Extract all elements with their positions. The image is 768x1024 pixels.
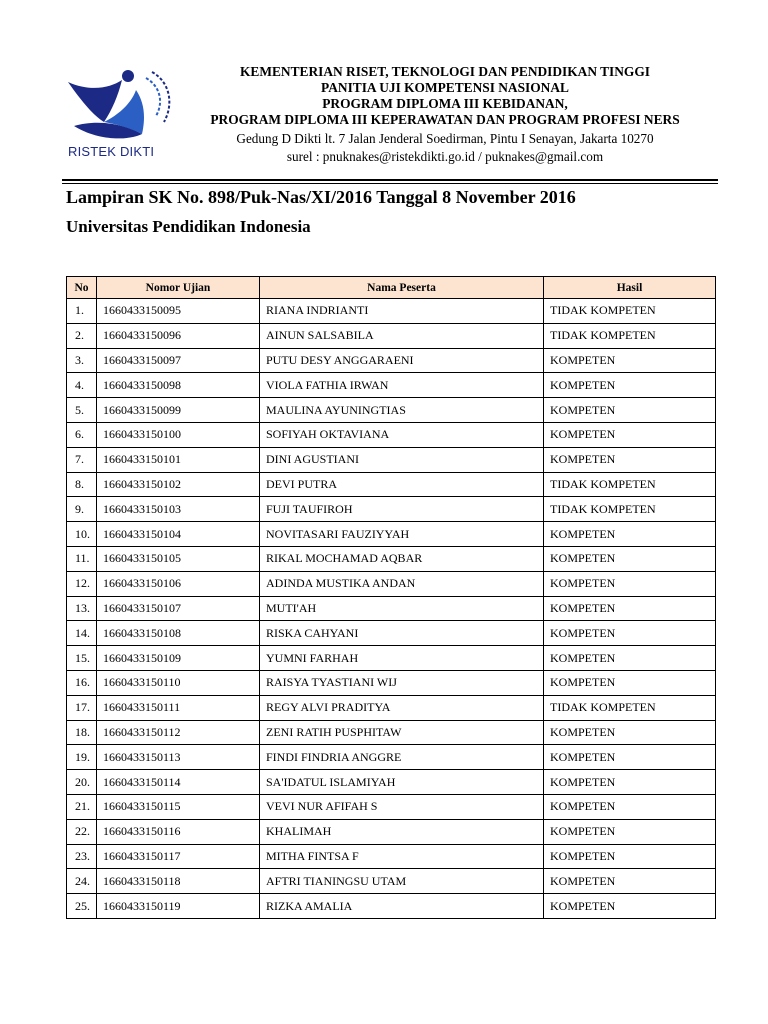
cell-result: KOMPETEN <box>544 794 716 819</box>
cell-exam-number: 1660433150119 <box>97 894 260 919</box>
committee-name: PANITIA UJI KOMPETENSI NASIONAL <box>321 80 569 95</box>
cell-result: KOMPETEN <box>544 894 716 919</box>
cell-result: TIDAK KOMPETEN <box>544 695 716 720</box>
table-row <box>67 447 716 472</box>
cell-participant-name: VIOLA FATHIA IRWAN <box>260 373 544 398</box>
table-row <box>67 621 716 646</box>
table-row <box>67 720 716 745</box>
table-row <box>67 819 716 844</box>
cell-no: 16. <box>67 670 97 695</box>
cell-no: 19. <box>67 745 97 770</box>
cell-exam-number: 1660433150117 <box>97 844 260 869</box>
cell-result: KOMPETEN <box>544 770 716 795</box>
cell-no: 7. <box>67 447 97 472</box>
table-row <box>67 546 716 571</box>
cell-participant-name: DINI AGUSTIANI <box>260 447 544 472</box>
cell-result: KOMPETEN <box>544 844 716 869</box>
cell-result: TIDAK KOMPETEN <box>544 497 716 522</box>
cell-no: 20. <box>67 770 97 795</box>
cell-result: KOMPETEN <box>544 646 716 671</box>
ministry-name: KEMENTERIAN RISET, TEKNOLOGI DAN PENDIDIKAN TINGGI <box>240 64 650 79</box>
cell-no: 24. <box>67 869 97 894</box>
cell-exam-number: 1660433150110 <box>97 670 260 695</box>
table-row <box>67 596 716 621</box>
cell-participant-name: YUMNI FARHAH <box>260 646 544 671</box>
cell-participant-name: REGY ALVI PRADITYA <box>260 695 544 720</box>
cell-participant-name: FINDI FINDRIA ANGGRE <box>260 745 544 770</box>
table-row <box>67 770 716 795</box>
cell-exam-number: 1660433150115 <box>97 794 260 819</box>
cell-participant-name: RIKAL MOCHAMAD AQBAR <box>260 546 544 571</box>
column-header-no: No <box>67 277 97 299</box>
cell-exam-number: 1660433150108 <box>97 621 260 646</box>
cell-participant-name: FUJI TAUFIROH <box>260 497 544 522</box>
letterhead <box>0 0 768 180</box>
cell-no: 3. <box>67 348 97 373</box>
cell-participant-name: SOFIYAH OKTAVIANA <box>260 422 544 447</box>
cell-participant-name: VEVI NUR AFIFAH S <box>260 794 544 819</box>
cell-no: 23. <box>67 844 97 869</box>
cell-result: KOMPETEN <box>544 670 716 695</box>
cell-participant-name: AINUN SALSABILA <box>260 323 544 348</box>
cell-result: KOMPETEN <box>544 348 716 373</box>
column-header-exam-number: Nomor Ujian <box>97 277 260 299</box>
cell-no: 15. <box>67 646 97 671</box>
cell-exam-number: 1660433150096 <box>97 323 260 348</box>
column-header-participant-name: Nama Peserta <box>260 277 544 299</box>
cell-participant-name: AFTRI TIANINGSU UTAM <box>260 869 544 894</box>
cell-participant-name: RISKA CAHYANI <box>260 621 544 646</box>
cell-no: 4. <box>67 373 97 398</box>
program-line-2: PROGRAM DIPLOMA III KEPERAWATAN DAN PROGRAM PROFESI NERS <box>210 112 680 127</box>
cell-result: KOMPETEN <box>544 546 716 571</box>
table-row <box>67 373 716 398</box>
cell-exam-number: 1660433150104 <box>97 522 260 547</box>
table-row <box>67 472 716 497</box>
cell-exam-number: 1660433150100 <box>97 422 260 447</box>
cell-result: KOMPETEN <box>544 522 716 547</box>
cell-participant-name: SA'IDATUL ISLAMIYAH <box>260 770 544 795</box>
header-rule-thin <box>62 183 718 184</box>
address: Gedung D Dikti lt. 7 Jalan Jenderal Soedirman, Pintu I Senayan, Jakarta 10270 <box>236 131 654 146</box>
cell-exam-number: 1660433150095 <box>97 299 260 324</box>
cell-result: TIDAK KOMPETEN <box>544 299 716 324</box>
cell-result: KOMPETEN <box>544 720 716 745</box>
table-row <box>67 745 716 770</box>
table-row <box>67 299 716 324</box>
cell-result: KOMPETEN <box>544 596 716 621</box>
cell-exam-number: 1660433150106 <box>97 571 260 596</box>
cell-no: 11. <box>67 546 97 571</box>
table-row <box>67 794 716 819</box>
table-row <box>67 497 716 522</box>
cell-exam-number: 1660433150112 <box>97 720 260 745</box>
cell-result: KOMPETEN <box>544 869 716 894</box>
cell-result: KOMPETEN <box>544 819 716 844</box>
cell-no: 13. <box>67 596 97 621</box>
cell-participant-name: MUTI'AH <box>260 596 544 621</box>
email-line: surel : pnuknakes@ristekdikti.go.id / puknakes@gmail.com <box>286 149 604 164</box>
table-row <box>67 869 716 894</box>
decree-reference: Lampiran SK No. 898/Puk-Nas/XI/2016 Tanggal 8 November 2016 <box>66 187 576 207</box>
table-row <box>67 422 716 447</box>
cell-exam-number: 1660433150116 <box>97 819 260 844</box>
cell-no: 22. <box>67 819 97 844</box>
cell-participant-name: ZENI RATIH PUSPHITAW <box>260 720 544 745</box>
cell-no: 18. <box>67 720 97 745</box>
table-row <box>67 844 716 869</box>
cell-exam-number: 1660433150099 <box>97 398 260 423</box>
cell-exam-number: 1660433150098 <box>97 373 260 398</box>
cell-no: 14. <box>67 621 97 646</box>
cell-result: TIDAK KOMPETEN <box>544 472 716 497</box>
cell-no: 25. <box>67 894 97 919</box>
university-name: Universitas Pendidikan Indonesia <box>66 217 311 236</box>
table-row <box>67 571 716 596</box>
cell-result: KOMPETEN <box>544 398 716 423</box>
cell-result: KOMPETEN <box>544 621 716 646</box>
cell-participant-name: RIANA INDRIANTI <box>260 299 544 324</box>
cell-exam-number: 1660433150107 <box>97 596 260 621</box>
cell-exam-number: 1660433150114 <box>97 770 260 795</box>
cell-result: TIDAK KOMPETEN <box>544 323 716 348</box>
cell-no: 1. <box>67 299 97 324</box>
cell-no: 12. <box>67 571 97 596</box>
cell-exam-number: 1660433150105 <box>97 546 260 571</box>
column-header-result: Hasil <box>544 277 716 299</box>
program-line-1: PROGRAM DIPLOMA III KEBIDANAN, <box>322 96 568 111</box>
cell-participant-name: MAULINA AYUNINGTIAS <box>260 398 544 423</box>
cell-exam-number: 1660433150111 <box>97 695 260 720</box>
cell-exam-number: 1660433150097 <box>97 348 260 373</box>
cell-exam-number: 1660433150109 <box>97 646 260 671</box>
cell-participant-name: MITHA FINTSA F <box>260 844 544 869</box>
cell-no: 2. <box>67 323 97 348</box>
table-row <box>67 894 716 919</box>
cell-result: KOMPETEN <box>544 422 716 447</box>
table-row <box>67 398 716 423</box>
table-row <box>67 323 716 348</box>
cell-participant-name: NOVITASARI FAUZIYYAH <box>260 522 544 547</box>
cell-participant-name: PUTU DESY ANGGARAENI <box>260 348 544 373</box>
cell-exam-number: 1660433150103 <box>97 497 260 522</box>
cell-participant-name: KHALIMAH <box>260 819 544 844</box>
cell-no: 10. <box>67 522 97 547</box>
cell-exam-number: 1660433150113 <box>97 745 260 770</box>
cell-no: 8. <box>67 472 97 497</box>
cell-no: 17. <box>67 695 97 720</box>
cell-exam-number: 1660433150102 <box>97 472 260 497</box>
results-table <box>66 276 716 919</box>
cell-no: 9. <box>67 497 97 522</box>
cell-result: KOMPETEN <box>544 447 716 472</box>
cell-no: 6. <box>67 422 97 447</box>
header-rule <box>62 179 718 181</box>
table-header-row <box>67 277 716 299</box>
table-row <box>67 695 716 720</box>
cell-result: KOMPETEN <box>544 373 716 398</box>
table-row <box>67 646 716 671</box>
cell-exam-number: 1660433150118 <box>97 869 260 894</box>
cell-result: KOMPETEN <box>544 745 716 770</box>
cell-result: KOMPETEN <box>544 571 716 596</box>
letterhead-text <box>190 64 700 166</box>
cell-participant-name: RIZKA AMALIA <box>260 894 544 919</box>
table-row <box>67 348 716 373</box>
cell-no: 21. <box>67 794 97 819</box>
cell-participant-name: ADINDA MUSTIKA ANDAN <box>260 571 544 596</box>
cell-participant-name: DEVI PUTRA <box>260 472 544 497</box>
table-row <box>67 670 716 695</box>
cell-exam-number: 1660433150101 <box>97 447 260 472</box>
table-row <box>67 522 716 547</box>
cell-no: 5. <box>67 398 97 423</box>
cell-participant-name: RAISYA TYASTIANI WIJ <box>260 670 544 695</box>
logo-text: RISTEK DIKTI <box>68 144 155 159</box>
